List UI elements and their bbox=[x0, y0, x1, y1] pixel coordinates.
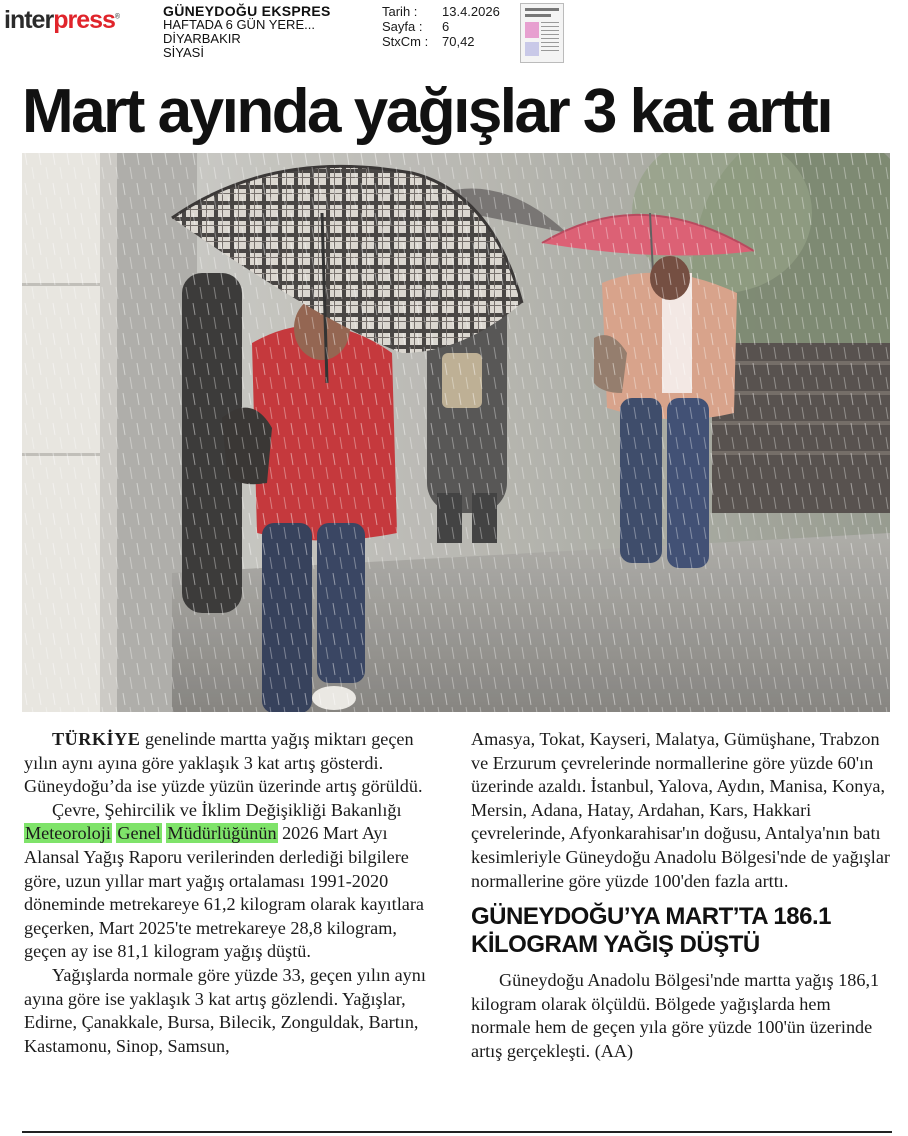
publication-info bbox=[163, 4, 331, 60]
paragraph-3: Yağışlarda normale göre yüzde 33, geçen yılın aynı ayına göre ise yaklaşık 3 kat artış gözlendi. Yağışlar, Edirne, Çanakkale, Bursa, Bilecik, Zonguldak, Bartın, Kastamonu, Sinop, Samsun, bbox=[24, 964, 426, 1056]
article-column-1 bbox=[24, 728, 442, 1058]
paragraph-1: TÜRKİYE genelinde martta yağış miktarı geçen yılın aynı ayına göre yaklaşık 3 kat artış gösterdi. Güneydoğu’da ise yüzde yüzün üzerinde artış görüldü. bbox=[24, 729, 423, 797]
date-label: Tarih : bbox=[382, 4, 418, 19]
page-value: 6 bbox=[442, 19, 450, 34]
page-thumbnail[interactable] bbox=[520, 3, 564, 63]
rain-umbrella-photo bbox=[22, 153, 890, 712]
stxcm-label: StxCm : bbox=[382, 34, 429, 49]
publication-name: GÜNEYDOĞU EKSPRES bbox=[163, 3, 331, 19]
paragraph-4: Amasya, Tokat, Kayseri, Malatya, Gümüşhane, Trabzon ve Erzurum çevrelerinde normallerine göre yüzde 60'ın üzerinde azaldı. İstanbul, Yalova, Aydın, Manisa, Konya, Mersin, Adana, Hatay, Ardahan, Kars, Hakkari çevrelerinde, Afyonkarahisar'ın doğusu, Antalya'nın batı kesimleriyle Güneydoğu Anadolu Bölgesi'nde de yağışlar normallerine göre yüzde 100'den fazla arttı. bbox=[471, 729, 890, 891]
highlight-word: Müdürlüğünün bbox=[167, 823, 277, 844]
stxcm-value: 70,42 bbox=[442, 34, 475, 49]
paragraph-5: Güneydoğu Anadolu Bölgesi'nde martta yağış 186,1 kilogram olarak ölçüldü. Bölgede yağışlarda hem normale hem de geçen yıla göre yüzde 100'ün üzerinde artış gerçekleşti. (AA) bbox=[471, 970, 880, 1061]
page-label: Sayfa : bbox=[382, 19, 423, 34]
bottom-rule bbox=[22, 1131, 892, 1133]
lead-word: TÜRKİYE bbox=[52, 729, 141, 749]
publication-city: DİYARBAKIR bbox=[163, 31, 241, 46]
article-headline: Mart ayında yağışlar 3 kat arttı bbox=[22, 77, 832, 146]
clipping-meta bbox=[382, 4, 500, 49]
clipping-header bbox=[0, 0, 908, 70]
article-subheading: GÜNEYDOĞU’YA MART’TA 186.1 KİLOGRAM YAĞIŞ DÜŞTÜ bbox=[471, 903, 831, 959]
highlight-word: Genel bbox=[117, 823, 161, 844]
publication-category: SİYASİ bbox=[163, 45, 204, 60]
publication-frequency: HAFTADA 6 GÜN YERE... bbox=[163, 17, 315, 32]
date-value: 13.4.2026 bbox=[442, 4, 500, 19]
article-column-2 bbox=[471, 728, 893, 1064]
interpress-logo: interpress® bbox=[4, 6, 121, 34]
paragraph-2: Çevre, Şehircilik ve İklim Değişikliği Bakanlığı Meteoroloji Genel Müdürlüğünün 2026 Mart Ayı Alansal Yağış Raporu verilerinden derlediği bilgilere göre, uzun yıllar mart yağış ortalaması 1991-2020 döneminde metrekareye 61,2 kilogram olarak kayıtlara geçerken, Mart 2025'te metrekareye 28,8 kilogram, geçen ay ise 81,1 kilogram yağış düştü. bbox=[24, 799, 424, 962]
highlight-word: Meteoroloji bbox=[25, 823, 111, 844]
